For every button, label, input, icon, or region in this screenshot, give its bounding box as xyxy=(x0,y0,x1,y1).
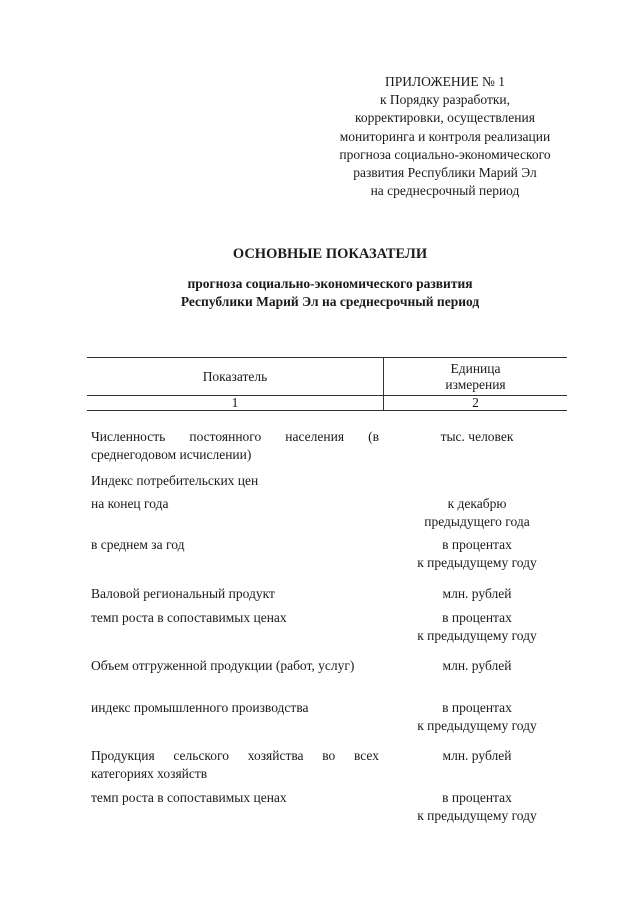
unit-line-1: млн. рублей xyxy=(442,748,512,763)
subtitle-line-1: прогноза социально-экономического развития xyxy=(187,276,473,291)
document-title: ОСНОВНЫЕ ПОКАЗАТЕЛИ xyxy=(232,246,428,262)
indicator-cell: в среднем за год xyxy=(91,537,185,552)
header-unit-line-1: Единица xyxy=(450,361,501,376)
unit-cell xyxy=(397,747,557,765)
header-column-number-2: 2 xyxy=(472,395,479,410)
unit-line-2: к предыдущему году xyxy=(417,718,537,733)
appendix-title: ПРИЛОЖЕНИЕ № 1 xyxy=(384,74,506,89)
indicator-cell: темп роста в сопоставимых ценах xyxy=(91,790,287,805)
indicator-cell: Продукция сельского хозяйства во всех категориях хозяйств xyxy=(91,748,379,781)
appendix-line: прогноза социально-экономического xyxy=(339,146,551,162)
unit-cell xyxy=(397,495,557,531)
appendix-line: мониторинга и контроля реализации xyxy=(339,128,551,144)
unit-cell xyxy=(397,609,557,645)
unit-line-2: к предыдущему году xyxy=(417,555,537,570)
document-subtitle xyxy=(0,275,640,311)
unit-line-1: в процентах xyxy=(442,610,512,625)
indicator-cell: Индекс потребительских цен xyxy=(91,473,259,488)
appendix-header xyxy=(300,73,590,200)
unit-line-1: в процентах xyxy=(442,537,512,552)
unit-line-2: к предыдущему году xyxy=(417,628,537,643)
header-unit-line-2: измерения xyxy=(445,377,506,392)
indicator-cell: индекс промышленного производства xyxy=(91,700,309,715)
unit-cell xyxy=(397,657,557,675)
indicator-cell: Валовой региональный продукт xyxy=(91,586,275,601)
unit-line-1: в процентах xyxy=(442,700,512,715)
indicator-cell: на конец года xyxy=(91,496,169,511)
unit-cell xyxy=(397,699,557,735)
unit-cell xyxy=(397,536,557,572)
unit-cell xyxy=(397,585,557,603)
subtitle-line-2: Республики Марий Эл на среднесрочный период xyxy=(180,294,480,309)
header-column-number-1: 1 xyxy=(231,395,239,410)
header-indicator: Показатель xyxy=(202,369,268,384)
indicator-cell: Объем отгруженной продукции (работ, услуг) xyxy=(91,658,355,673)
appendix-line: на среднесрочный период xyxy=(370,183,520,199)
unit-line-1: млн. рублей xyxy=(442,658,512,673)
unit-line-1: в процентах xyxy=(442,790,512,805)
indicator-cell: Численность постоянного населения (в среднегодовом исчислении) xyxy=(91,429,379,462)
unit-cell xyxy=(397,789,557,825)
unit-line-1: тыс. человек xyxy=(440,429,514,444)
table-top-rule xyxy=(87,357,567,358)
unit-line-2: к предыдущему году xyxy=(417,808,537,823)
unit-line-1: к декабрю xyxy=(447,496,507,511)
header-unit xyxy=(384,361,567,393)
unit-line-2: предыдущего года xyxy=(424,514,530,529)
indicator-cell: темп роста в сопоставимых ценах xyxy=(91,610,287,625)
appendix-line: к Порядку разработки, xyxy=(379,92,511,108)
appendix-line: корректировки, осуществления xyxy=(355,110,535,126)
unit-line-1: млн. рублей xyxy=(442,586,512,601)
unit-cell xyxy=(397,428,557,446)
appendix-line: развития Республики Марий Эл xyxy=(353,165,537,181)
